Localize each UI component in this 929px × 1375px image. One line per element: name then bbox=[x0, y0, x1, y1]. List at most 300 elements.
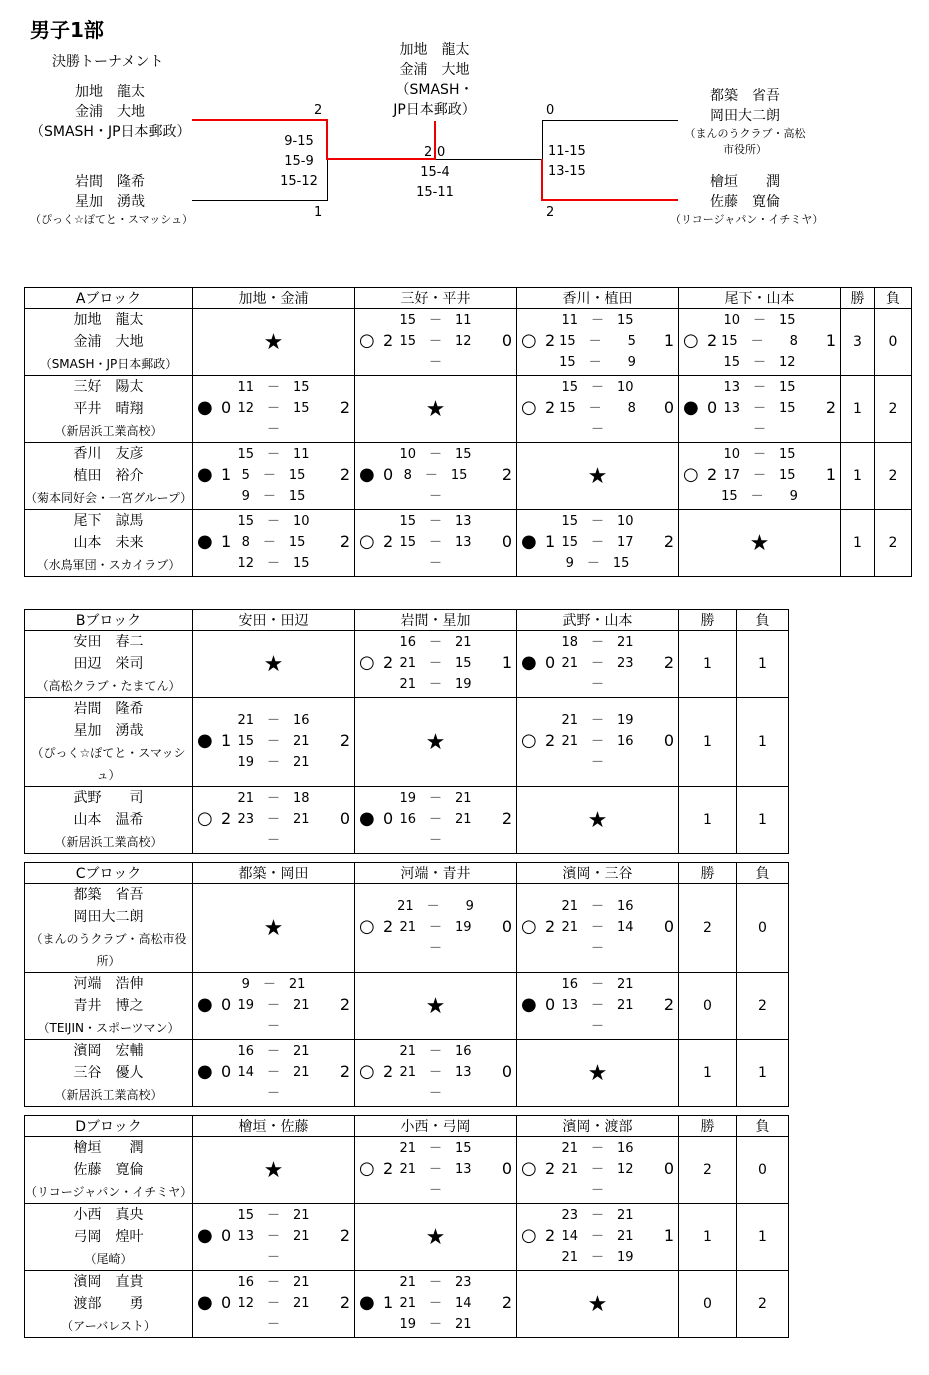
match-cell bbox=[355, 787, 517, 854]
column-header: 三好・平井 bbox=[355, 288, 517, 309]
player-name: 三好 陽太 bbox=[73, 379, 144, 395]
game-score: 13 － 15 bbox=[723, 401, 796, 416]
game-score: － bbox=[428, 1086, 442, 1101]
game-score: 10 － 15 bbox=[723, 447, 796, 462]
match-cell bbox=[193, 1137, 355, 1204]
games-lost: 0 bbox=[339, 809, 350, 828]
score: 2 bbox=[424, 145, 433, 160]
match-cell bbox=[517, 698, 679, 787]
score: 0 bbox=[546, 103, 555, 118]
wins-count: 1 bbox=[841, 510, 875, 577]
player-name: 田辺 栄司 bbox=[73, 656, 144, 672]
game-score: 21 － 16 bbox=[561, 1141, 634, 1156]
match-result bbox=[193, 510, 354, 576]
team-name: （新居浜工業高校） bbox=[54, 1088, 163, 1102]
game-score: 12 － 15 bbox=[237, 556, 310, 571]
game-score: 15 － 12 bbox=[399, 334, 472, 349]
match-cell bbox=[193, 631, 355, 698]
table-row bbox=[25, 443, 912, 510]
win-circle-icon: ○ bbox=[359, 330, 375, 351]
game-score: 23 － 21 bbox=[561, 1208, 634, 1223]
losses-header: 負 bbox=[737, 1116, 789, 1137]
block-name: Bブロック bbox=[25, 610, 193, 631]
column-header: 香川・植田 bbox=[517, 288, 679, 309]
losses-count: 1 bbox=[737, 698, 789, 787]
game-score: 15-12 bbox=[280, 174, 318, 189]
loss-dot-icon: ● bbox=[197, 1225, 213, 1246]
games-lost: 2 bbox=[663, 532, 674, 551]
losses-header: 負 bbox=[737, 863, 789, 884]
games-won: 2 bbox=[383, 1159, 394, 1178]
game-score: 9 － 15 bbox=[565, 556, 630, 571]
game-score: － bbox=[590, 755, 604, 770]
table-row bbox=[25, 884, 789, 973]
self-match-star-icon: ★ bbox=[425, 729, 446, 755]
match-result bbox=[193, 376, 354, 442]
match-cell bbox=[517, 884, 679, 973]
game-score: 15-11 bbox=[416, 185, 454, 200]
pair-cell bbox=[25, 631, 193, 698]
wins-header: 勝 bbox=[679, 1116, 737, 1137]
table-row bbox=[25, 631, 789, 698]
win-circle-icon: ○ bbox=[521, 916, 537, 937]
match-result bbox=[517, 309, 678, 375]
game-score: 15 － 17 bbox=[561, 535, 634, 550]
bracket-line bbox=[436, 159, 542, 160]
games-lost: 1 bbox=[501, 653, 512, 672]
game-score: － bbox=[428, 1183, 442, 1198]
team-name: （リコージャパン・イチミヤ） bbox=[670, 213, 824, 226]
player-name: 安田 春二 bbox=[73, 634, 144, 650]
loss-dot-icon: ● bbox=[359, 1292, 375, 1313]
player-name: 弓岡 煌叶 bbox=[73, 1229, 144, 1245]
game-score: 21 － 13 bbox=[399, 1065, 472, 1080]
losses-header: 負 bbox=[737, 610, 789, 631]
game-score: 11 － 15 bbox=[237, 380, 310, 395]
player-name: 加地 龍太 bbox=[75, 84, 145, 100]
bracket-right-top bbox=[680, 86, 810, 158]
match-cell bbox=[679, 510, 841, 577]
match-result bbox=[355, 631, 516, 697]
bracket-left-top bbox=[30, 82, 190, 142]
game-scores bbox=[548, 142, 586, 182]
pair-cell bbox=[25, 884, 193, 973]
self-match-star-icon: ★ bbox=[587, 1291, 608, 1317]
score: 2 bbox=[314, 103, 323, 118]
games-lost: 0 bbox=[501, 917, 512, 936]
header-row bbox=[25, 1116, 789, 1137]
player-name: 都築 省吾 bbox=[710, 88, 780, 104]
pair-cell bbox=[25, 376, 193, 443]
game-score: 16 － 21 bbox=[237, 1275, 310, 1290]
loss-dot-icon: ● bbox=[359, 464, 375, 485]
game-score: 15 － 12 bbox=[723, 355, 796, 370]
game-score: 15 － 10 bbox=[561, 514, 634, 529]
block-name: Dブロック bbox=[25, 1116, 193, 1137]
table-row bbox=[25, 1204, 789, 1271]
match-cell bbox=[193, 510, 355, 577]
match-cell bbox=[517, 787, 679, 854]
game-score: 10 － 15 bbox=[399, 447, 472, 462]
match-cell bbox=[355, 376, 517, 443]
player-name: 檜垣 潤 bbox=[710, 174, 780, 190]
self-match-star-icon: ★ bbox=[587, 807, 608, 833]
games-won: 0 bbox=[221, 995, 232, 1014]
match-result bbox=[193, 443, 354, 509]
losses-count: 2 bbox=[737, 973, 789, 1040]
games-lost: 0 bbox=[501, 331, 512, 350]
player-name: 都築 省吾 bbox=[73, 887, 144, 903]
match-cell bbox=[679, 309, 841, 376]
game-score: － bbox=[590, 422, 604, 437]
wins-count: 1 bbox=[841, 443, 875, 510]
losses-count: 2 bbox=[875, 376, 912, 443]
self-match-star-icon: ★ bbox=[749, 530, 770, 556]
games-lost: 1 bbox=[663, 331, 674, 350]
match-result bbox=[679, 376, 840, 442]
loss-dot-icon: ● bbox=[683, 397, 699, 418]
games-lost: 0 bbox=[501, 1159, 512, 1178]
game-score: 14 － 21 bbox=[561, 1229, 634, 1244]
match-cell bbox=[193, 1040, 355, 1107]
win-circle-icon: ○ bbox=[521, 730, 537, 751]
game-score: 15 － 21 bbox=[237, 734, 310, 749]
team-name: （SMASH・JP日本郵政） bbox=[39, 357, 178, 371]
column-header: 都築・岡田 bbox=[193, 863, 355, 884]
player-name: 加地 龍太 bbox=[399, 42, 470, 58]
match-cell bbox=[355, 443, 517, 510]
table-row bbox=[25, 309, 912, 376]
game-score: 15 － 10 bbox=[237, 514, 310, 529]
self-match-star-icon: ★ bbox=[263, 915, 284, 941]
games-lost: 0 bbox=[663, 917, 674, 936]
match-result bbox=[355, 1271, 516, 1337]
player-name: 濱岡 宏輔 bbox=[73, 1043, 144, 1059]
match-cell bbox=[355, 884, 517, 973]
game-score: 23 － 21 bbox=[237, 812, 310, 827]
games-won: 2 bbox=[383, 1062, 394, 1081]
games-won: 1 bbox=[545, 532, 556, 551]
game-score: 21 － 16 bbox=[237, 713, 310, 728]
player-name: 金浦 大地 bbox=[399, 62, 470, 78]
player-name: 植田 裕介 bbox=[73, 468, 144, 484]
losses-count: 1 bbox=[737, 631, 789, 698]
games-lost: 1 bbox=[825, 331, 836, 350]
player-name: 尾下 諒馬 bbox=[73, 513, 144, 529]
player-name: 渡部 勇 bbox=[73, 1296, 144, 1312]
match-result bbox=[355, 510, 516, 576]
match-cell bbox=[355, 973, 517, 1040]
bracket-line bbox=[434, 121, 436, 159]
game-scores bbox=[274, 132, 324, 192]
match-result bbox=[517, 1204, 678, 1270]
table-row bbox=[25, 1137, 789, 1204]
games-won: 0 bbox=[221, 1062, 232, 1081]
match-result bbox=[193, 1204, 354, 1270]
game-score: － bbox=[266, 1317, 280, 1332]
loss-dot-icon: ● bbox=[197, 994, 213, 1015]
match-result bbox=[355, 309, 516, 375]
match-result bbox=[517, 631, 678, 697]
score: 0 bbox=[437, 145, 446, 160]
games-won: 2 bbox=[383, 331, 394, 350]
wins-count: 0 bbox=[679, 1271, 737, 1338]
pair-cell bbox=[25, 510, 193, 577]
score: 1 bbox=[314, 205, 323, 220]
game-score: 10 － 15 bbox=[723, 313, 796, 328]
table-row bbox=[25, 973, 789, 1040]
bracket-line bbox=[326, 158, 436, 160]
match-cell bbox=[193, 787, 355, 854]
header-row bbox=[25, 610, 789, 631]
table-row bbox=[25, 787, 789, 854]
game-score: － bbox=[266, 1019, 280, 1034]
pair-cell bbox=[25, 698, 193, 787]
match-cell bbox=[355, 309, 517, 376]
match-result bbox=[517, 895, 678, 961]
game-score: 21 － 16 bbox=[399, 1044, 472, 1059]
game-score: 5 － 15 bbox=[241, 468, 306, 483]
loss-dot-icon: ● bbox=[197, 397, 213, 418]
game-score: 21 － 9 bbox=[397, 899, 474, 914]
wins-count: 1 bbox=[679, 1204, 737, 1271]
bracket-right-bottom bbox=[670, 172, 824, 228]
game-score: 21 － 16 bbox=[561, 734, 634, 749]
match-result bbox=[679, 443, 840, 509]
team-name: （ぴっく☆ぽてと・スマッシュ） bbox=[30, 213, 193, 226]
pair-cell bbox=[25, 787, 193, 854]
games-won: 2 bbox=[545, 331, 556, 350]
win-circle-icon: ○ bbox=[683, 330, 699, 351]
game-score: 9 － 21 bbox=[241, 977, 306, 992]
player-name: 加地 龍太 bbox=[73, 312, 144, 328]
games-lost: 1 bbox=[663, 1226, 674, 1245]
games-won: 2 bbox=[221, 809, 232, 828]
header-row bbox=[25, 863, 789, 884]
match-result bbox=[517, 1137, 678, 1203]
match-cell bbox=[193, 698, 355, 787]
wins-count: 1 bbox=[679, 787, 737, 854]
game-score: － bbox=[266, 1086, 280, 1101]
match-cell bbox=[193, 309, 355, 376]
games-lost: 2 bbox=[339, 398, 350, 417]
losses-count: 0 bbox=[875, 309, 912, 376]
losses-count: 1 bbox=[737, 1204, 789, 1271]
pair-cell bbox=[25, 973, 193, 1040]
games-won: 2 bbox=[383, 653, 394, 672]
match-result bbox=[355, 1040, 516, 1106]
pair-cell bbox=[25, 1137, 193, 1204]
games-won: 0 bbox=[221, 1293, 232, 1312]
team-name: （SMASH・ bbox=[395, 82, 474, 98]
game-score: 21 － 19 bbox=[399, 920, 472, 935]
player-name: 小西 真央 bbox=[73, 1207, 144, 1223]
game-score: 15 － 13 bbox=[399, 535, 472, 550]
games-lost: 2 bbox=[501, 465, 512, 484]
games-lost: 2 bbox=[339, 995, 350, 1014]
game-score: 21 － 13 bbox=[399, 1162, 472, 1177]
games-won: 2 bbox=[545, 1159, 556, 1178]
self-match-star-icon: ★ bbox=[263, 329, 284, 355]
score: 2 bbox=[546, 205, 555, 220]
match-result bbox=[517, 709, 678, 775]
games-lost: 2 bbox=[339, 731, 350, 750]
player-name: 河端 浩伸 bbox=[73, 976, 144, 992]
match-result bbox=[517, 376, 678, 442]
games-lost: 2 bbox=[501, 809, 512, 828]
game-score: － bbox=[266, 833, 280, 848]
losses-count: 0 bbox=[737, 1137, 789, 1204]
match-result bbox=[355, 443, 516, 509]
game-score: － bbox=[590, 1019, 604, 1034]
games-won: 2 bbox=[707, 465, 718, 484]
game-score: － bbox=[428, 833, 442, 848]
team-name: （菊本同好会・一宮グループ） bbox=[25, 491, 193, 505]
win-circle-icon: ○ bbox=[359, 531, 375, 552]
page-title: 男子1部 bbox=[30, 18, 104, 42]
match-cell bbox=[355, 510, 517, 577]
match-result bbox=[193, 1271, 354, 1337]
loss-dot-icon: ● bbox=[197, 730, 213, 751]
block-table-2 bbox=[24, 609, 789, 854]
games-won: 1 bbox=[221, 731, 232, 750]
table-row bbox=[25, 1271, 789, 1338]
win-circle-icon: ○ bbox=[359, 916, 375, 937]
team-name: （ぴっく☆ぽてと・スマッシュ） bbox=[31, 746, 186, 782]
match-cell bbox=[355, 631, 517, 698]
games-lost: 2 bbox=[339, 532, 350, 551]
match-cell bbox=[517, 443, 679, 510]
game-score: 15 － 13 bbox=[399, 514, 472, 529]
block-table-4 bbox=[24, 1115, 789, 1338]
game-score: 14 － 21 bbox=[237, 1065, 310, 1080]
match-cell bbox=[193, 1204, 355, 1271]
losses-count: 1 bbox=[737, 787, 789, 854]
game-score: 15 － 11 bbox=[399, 313, 472, 328]
game-score: 21 － 16 bbox=[561, 899, 634, 914]
game-score: 19 － 21 bbox=[399, 1317, 472, 1332]
game-score: 15 － 11 bbox=[237, 447, 310, 462]
loss-dot-icon: ● bbox=[359, 808, 375, 829]
wins-count: 1 bbox=[841, 376, 875, 443]
game-score: 21 － 19 bbox=[561, 713, 634, 728]
losses-count: 0 bbox=[737, 884, 789, 973]
bracket-line bbox=[542, 120, 543, 160]
games-won: 0 bbox=[707, 398, 718, 417]
games-lost: 2 bbox=[339, 465, 350, 484]
game-score: － bbox=[428, 489, 442, 504]
team-name: （尾崎） bbox=[84, 1252, 133, 1266]
column-header: 武野・山本 bbox=[517, 610, 679, 631]
wins-count: 1 bbox=[679, 631, 737, 698]
match-cell bbox=[517, 309, 679, 376]
team-name: （高松クラブ・たまてん） bbox=[36, 679, 181, 693]
player-name: 佐藤 寛倫 bbox=[710, 194, 780, 210]
match-cell bbox=[517, 376, 679, 443]
games-lost: 2 bbox=[501, 1293, 512, 1312]
match-result bbox=[679, 309, 840, 375]
match-cell bbox=[517, 973, 679, 1040]
match-cell bbox=[517, 1040, 679, 1107]
match-cell bbox=[193, 884, 355, 973]
team-name: （新居浜工業高校） bbox=[54, 835, 163, 849]
match-result bbox=[193, 709, 354, 775]
win-circle-icon: ○ bbox=[521, 330, 537, 351]
match-cell bbox=[355, 1040, 517, 1107]
game-score: － bbox=[266, 422, 280, 437]
player-name: 岡田大二朗 bbox=[710, 108, 780, 124]
games-won: 0 bbox=[545, 995, 556, 1014]
player-name: 金浦 大地 bbox=[73, 334, 144, 350]
match-cell bbox=[679, 443, 841, 510]
game-score: － bbox=[428, 355, 442, 370]
games-lost: 2 bbox=[339, 1062, 350, 1081]
games-won: 2 bbox=[383, 917, 394, 936]
block-name: Aブロック bbox=[25, 288, 193, 309]
games-lost: 2 bbox=[663, 995, 674, 1014]
game-score: 16 － 21 bbox=[237, 1044, 310, 1059]
game-score: 15 － 8 bbox=[559, 401, 636, 416]
game-score: 21 － 15 bbox=[399, 1141, 472, 1156]
game-score: 11-15 bbox=[548, 144, 586, 159]
loss-dot-icon: ● bbox=[197, 464, 213, 485]
games-lost: 2 bbox=[663, 653, 674, 672]
player-name: 佐藤 寛倫 bbox=[73, 1162, 144, 1178]
block-table-1 bbox=[24, 287, 912, 577]
game-score: 15 － 8 bbox=[721, 334, 798, 349]
games-lost: 0 bbox=[501, 532, 512, 551]
column-header: 尾下・山本 bbox=[679, 288, 841, 309]
games-lost: 1 bbox=[825, 465, 836, 484]
player-name: 青井 博之 bbox=[73, 998, 144, 1014]
game-score: 13 － 15 bbox=[723, 380, 796, 395]
game-score: 21 － 12 bbox=[561, 1162, 634, 1177]
game-score: 15-4 bbox=[420, 165, 450, 180]
match-cell bbox=[193, 973, 355, 1040]
player-name: 山本 温希 bbox=[73, 812, 144, 828]
wins-count: 3 bbox=[841, 309, 875, 376]
game-score: 15 － 9 bbox=[721, 489, 798, 504]
header-row bbox=[25, 288, 912, 309]
wins-count: 1 bbox=[679, 1040, 737, 1107]
self-match-star-icon: ★ bbox=[587, 463, 608, 489]
team-name: （水鳥軍団・スカイラブ） bbox=[36, 558, 181, 572]
game-scores bbox=[405, 163, 465, 203]
games-won: 0 bbox=[383, 809, 394, 828]
game-score: － bbox=[428, 556, 442, 571]
wins-header: 勝 bbox=[841, 288, 875, 309]
game-score: 18 － 21 bbox=[561, 635, 634, 650]
match-cell bbox=[355, 698, 517, 787]
match-cell bbox=[517, 1271, 679, 1338]
self-match-star-icon: ★ bbox=[263, 1157, 284, 1183]
game-score: 19 － 21 bbox=[237, 755, 310, 770]
game-score: 13-15 bbox=[548, 164, 586, 179]
wins-count: 1 bbox=[679, 698, 737, 787]
match-result bbox=[355, 895, 516, 961]
losses-header: 負 bbox=[875, 288, 912, 309]
win-circle-icon: ○ bbox=[521, 397, 537, 418]
win-circle-icon: ○ bbox=[359, 1061, 375, 1082]
player-name: 平井 晴翔 bbox=[73, 401, 144, 417]
self-match-star-icon: ★ bbox=[425, 396, 446, 422]
player-name: 武野 司 bbox=[73, 790, 144, 806]
games-won: 0 bbox=[545, 653, 556, 672]
wins-count: 0 bbox=[679, 973, 737, 1040]
bracket-line bbox=[541, 159, 543, 200]
match-result bbox=[355, 1137, 516, 1203]
table-row bbox=[25, 376, 912, 443]
